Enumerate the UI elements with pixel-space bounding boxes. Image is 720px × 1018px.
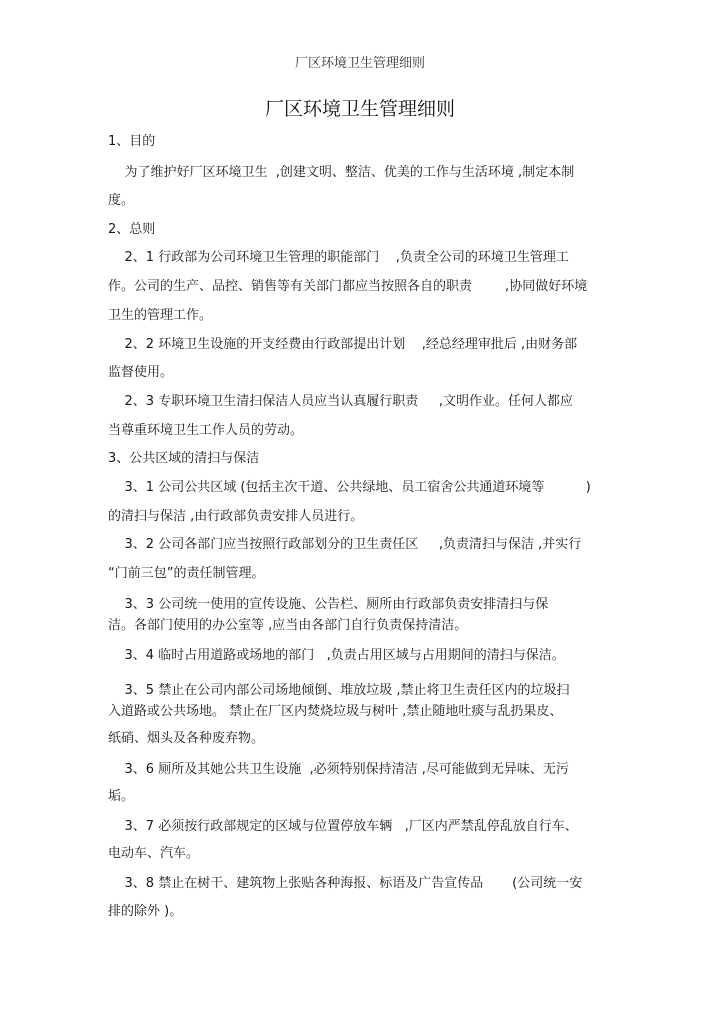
section-heading: 3、公共区域的清扫与保洁 xyxy=(108,451,260,466)
running-header: 厂区环境卫生管理细则 xyxy=(294,56,425,71)
paragraph-line: 3、3 公司统一使用的宣传设施、公告栏、厕所由行政部负责安排清扫与保 xyxy=(108,597,549,612)
paragraph-line: 3、5 禁止在公司内部公司场地倾倒、堆放垃圾 ,禁止将卫生责任区内的垃圾扫 xyxy=(108,683,570,698)
paragraph-line: 3、2 公司各部门应当按照行政部划分的卫生责任区 ,负责清扫与保洁 ,并实行 xyxy=(108,537,582,552)
paragraph-line: 3、1 公司公共区域 (包括主次干道、公共绿地、员工宿舍公共通道环境等 ) xyxy=(108,480,591,495)
paragraph-line: 纸硝、烟头及各种废弃物。 xyxy=(108,731,265,746)
paragraph-line: 作。公司的生产、品控、销售等有关部门都应当按照各自的职责 ,协同做好环境 xyxy=(108,279,588,294)
paragraph-line: 度。 xyxy=(108,193,135,208)
document-title: 厂区环境卫生管理细则 xyxy=(264,98,455,120)
paragraph-line: 卫生的管理工作。 xyxy=(108,308,213,323)
paragraph-line: 2、2 环境卫生设施的开支经费由行政部提出计划 ,经总经理审批后 ,由财务部 xyxy=(108,337,578,352)
paragraph-line: 电动车、汽车。 xyxy=(108,846,200,861)
paragraph-line: 3、6 厕所及其她公共卫生设施 ,必须特别保持清洁 ,尽可能做到无异味、无污 xyxy=(108,762,569,777)
paragraph-line: 2、1 行政部为公司环境卫生管理的职能部门 ,负责全公司的环境卫生管理工 xyxy=(108,250,569,265)
paragraph-line: 监督使用。 xyxy=(108,365,174,380)
paragraph-line: 3、7 必须按行政部规定的区域与位置停放车辆 ,厂区内严禁乱停乱放自行车、 xyxy=(108,819,578,834)
section-heading: 2、总则 xyxy=(108,222,156,237)
paragraph-line: 垢。 xyxy=(108,789,135,804)
paragraph-line: 入道路或公共场地。 禁止在厂区内焚烧垃圾与树叶 ,禁止随地吐痰与乱扔果皮、 xyxy=(108,704,563,719)
paragraph-line: 排的除外 )。 xyxy=(108,904,183,919)
paragraph-line: “门前三包”的责任制管理。 xyxy=(108,566,265,581)
section-heading: 1、目的 xyxy=(108,134,156,149)
paragraph-line: 2、3 专职环境卫生清扫保洁人员应当认真履行职责 ,文明作业。任何人都应 xyxy=(108,394,573,409)
paragraph-line: 3、8 禁止在树干、建筑物上张贴各种海报、标语及广告宣传品 (公司统一安 xyxy=(108,876,583,891)
paragraph-line: 当尊重环境卫生工作人员的劳动。 xyxy=(108,423,304,438)
paragraph-line: 洁。各部门使用的办公室等 ,应当由各部门自行负责保持清洁。 xyxy=(108,618,468,633)
paragraph-line: 3、4 临时占用道路或场地的部门 ,负责占用区域与占用期间的清扫与保洁。 xyxy=(108,648,565,663)
paragraph-line: 的清扫与保洁 ,由行政部负责安排人员进行。 xyxy=(108,509,364,524)
paragraph-line: 为了维护好厂区环境卫生 ,创建文明、整洁、优美的工作与生活环境 ,制定本制 xyxy=(108,165,575,180)
